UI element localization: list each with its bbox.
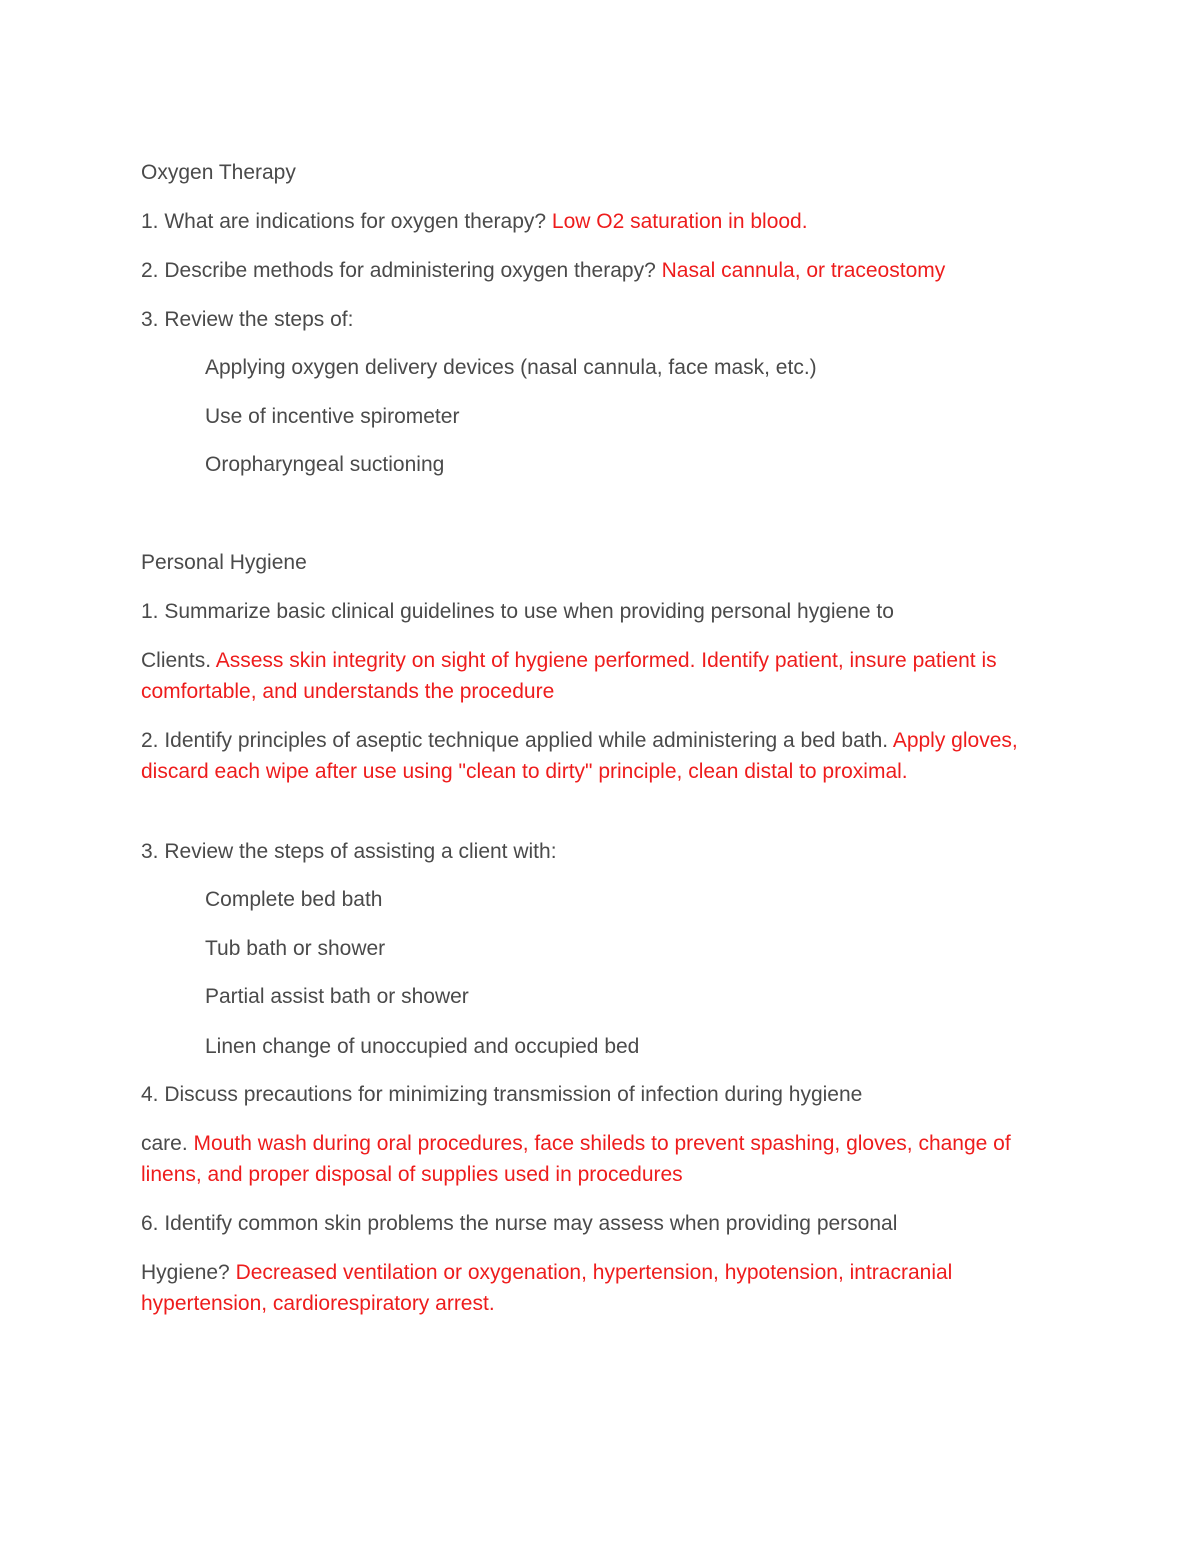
answer-text: Low O2 saturation in blood. xyxy=(551,210,808,233)
heading-text: Personal Hygiene xyxy=(141,551,307,574)
question-text: Hygiene? xyxy=(141,1261,236,1284)
answer-text: Nasal cannula, or traceostomy xyxy=(661,259,946,282)
list-item: Partial assist bath or shower xyxy=(205,985,469,1008)
answer-text: Decreased ventilation or oxygenation, hypertension, hypotension, intracranial hypertension, cardiorespiratory arrest. xyxy=(141,1261,953,1315)
oxygen-question-1 xyxy=(141,206,1061,237)
list-item: Oropharyngeal suctioning xyxy=(205,453,445,476)
hygiene-step-item xyxy=(205,981,1125,1012)
oxygen-question-2 xyxy=(141,255,1061,286)
question-text: 4. Discuss precautions for minimizing transmission of infection during hygiene xyxy=(141,1083,863,1106)
list-item: Applying oxygen delivery devices (nasal cannula, face mask, etc.) xyxy=(205,356,817,379)
hygiene-answer-4 xyxy=(141,1128,1061,1190)
oxygen-step-item xyxy=(205,352,1125,383)
hygiene-question-3 xyxy=(141,836,1061,867)
answer-text: Apply gloves, discard each wipe after use using "clean to dirty" principle, clean distal to proximal. xyxy=(141,729,1018,783)
question-text: care. xyxy=(141,1132,194,1155)
hygiene-answer-6 xyxy=(141,1257,1061,1319)
oxygen-question-3 xyxy=(141,304,1061,335)
hygiene-question-1 xyxy=(141,596,1061,627)
oxygen-step-item xyxy=(205,449,1125,480)
list-item: Complete bed bath xyxy=(205,888,383,911)
question-text: 2. Identify principles of aseptic technique applied while administering a bed bath. xyxy=(141,729,893,752)
answer-text: Assess skin integrity on sight of hygiene performed. Identify patient, insure patient is comfortable, and understands the procedure xyxy=(141,649,997,703)
list-item: Use of incentive spirometer xyxy=(205,405,460,428)
question-text: 2. Describe methods for administering oxygen therapy? xyxy=(141,259,662,282)
answer-text: Mouth wash during oral procedures, face shileds to prevent spashing, gloves, change of linens, and proper disposal of supplies used in procedures xyxy=(141,1132,1011,1186)
section-heading-oxygen-therapy xyxy=(141,157,1061,188)
oxygen-step-item xyxy=(205,401,1125,432)
list-item: Tub bath or shower xyxy=(205,937,386,960)
hygiene-answer-1 xyxy=(141,645,1061,707)
hygiene-question-2 xyxy=(141,725,1061,787)
hygiene-step-item xyxy=(205,933,1125,964)
heading-text: Oxygen Therapy xyxy=(141,161,296,184)
question-text: Clients. xyxy=(141,649,216,672)
hygiene-question-6 xyxy=(141,1208,1061,1239)
question-text: 1. Summarize basic clinical guidelines to use when providing personal hygiene to xyxy=(141,600,894,623)
question-text: 3. Review the steps of: xyxy=(141,308,354,331)
hygiene-step-item xyxy=(205,884,1125,915)
hygiene-question-4 xyxy=(141,1079,1061,1110)
list-item: Linen change of unoccupied and occupied bed xyxy=(205,1035,640,1058)
question-text: 3. Review the steps of assisting a client with: xyxy=(141,840,557,863)
section-heading-personal-hygiene xyxy=(141,547,1061,578)
hygiene-step-item xyxy=(205,1031,1125,1062)
question-text: 1. What are indications for oxygen therapy? xyxy=(141,210,552,233)
question-text: 6. Identify common skin problems the nurse may assess when providing personal xyxy=(141,1212,898,1235)
